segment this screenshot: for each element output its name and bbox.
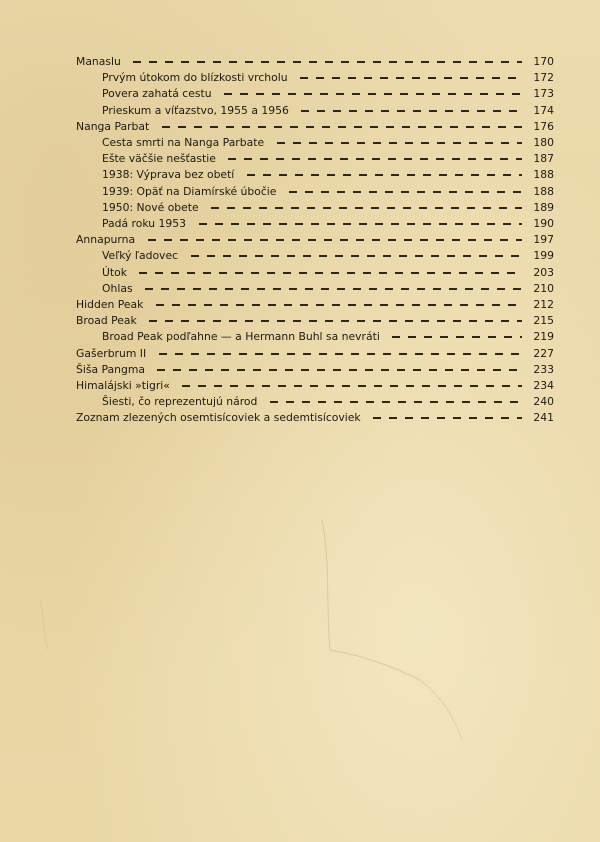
toc-entry-title: Broad Peak [76, 314, 137, 328]
toc-entry-title: Manaslu [76, 55, 121, 68]
toc-entry-title: Šiša Pangma [76, 362, 145, 376]
toc-page-number: 233 [533, 362, 554, 376]
toc-page-number: 174 [533, 103, 554, 117]
toc-page-number: 203 [533, 265, 554, 279]
toc-page-number: 170 [533, 55, 554, 68]
toc-entry-title: Útok [102, 265, 127, 279]
toc-entry-title: Zoznam zlezených osemtisícoviek a sedemtisícoviek [76, 411, 361, 425]
toc-page-number: 188 [533, 168, 554, 182]
toc-entry-title: Broad Peak podľahne — a Hermann Buhl sa nevráti [102, 330, 380, 344]
toc-entry-title: Cesta smrti na Nanga Parbate [102, 136, 265, 149]
toc-entry-title: 1938: Výprava bez obetí [102, 168, 235, 182]
toc-entry-title: 1950: Nové obete [102, 200, 199, 214]
toc-page-number: 188 [533, 184, 554, 198]
toc-entry-title: 1939: Opäť na Diamírské úbočie [102, 184, 277, 198]
toc-entry-title: Gašerbrum II [76, 346, 147, 360]
toc-entry-title: Šiesti, čo reprezentujú národ [102, 395, 258, 409]
toc-page-number: 212 [533, 298, 554, 311]
toc-entry-title: Ešte väčšie nešťastie [102, 152, 216, 166]
toc-page-number: 215 [533, 314, 554, 328]
toc-entry-title: Prvým útokom do blízkosti vrcholu [102, 71, 288, 85]
toc-page-number: 210 [533, 281, 554, 295]
toc-page-number: 241 [533, 411, 554, 425]
toc-entry-title: Annapurna [76, 233, 136, 247]
toc-page-number: 240 [533, 395, 554, 409]
toc-entry-title: Veľký ľadovec [102, 249, 179, 263]
toc-page-number: 219 [533, 330, 554, 344]
toc-page-number: 190 [533, 217, 554, 230]
toc-page-number: 234 [533, 379, 554, 392]
toc-entry-title: Ohlas [102, 281, 133, 295]
toc-entry-title: Povera zahatá cestu [102, 87, 212, 101]
toc-page-number: 189 [533, 200, 554, 214]
toc-entry-title: Hidden Peak [76, 298, 144, 311]
toc-page-number: 172 [533, 71, 554, 85]
toc-page-number: 227 [533, 346, 554, 360]
toc-entry-title: Prieskum a víťazstvo, 1955 a 1956 [102, 103, 289, 117]
toc-entry-title: Padá roku 1953 [102, 217, 187, 230]
toc-page-number: 180 [533, 136, 554, 149]
toc-page-number: 173 [533, 87, 554, 101]
toc-page-number: 199 [533, 249, 554, 263]
toc-entry-title: Himalájski »tigri« [76, 379, 170, 392]
toc-page-number: 197 [533, 233, 554, 247]
toc-page-number: 176 [533, 119, 554, 133]
toc-page-number: 187 [533, 152, 554, 166]
toc-entry-title: Nanga Parbat [76, 119, 150, 133]
